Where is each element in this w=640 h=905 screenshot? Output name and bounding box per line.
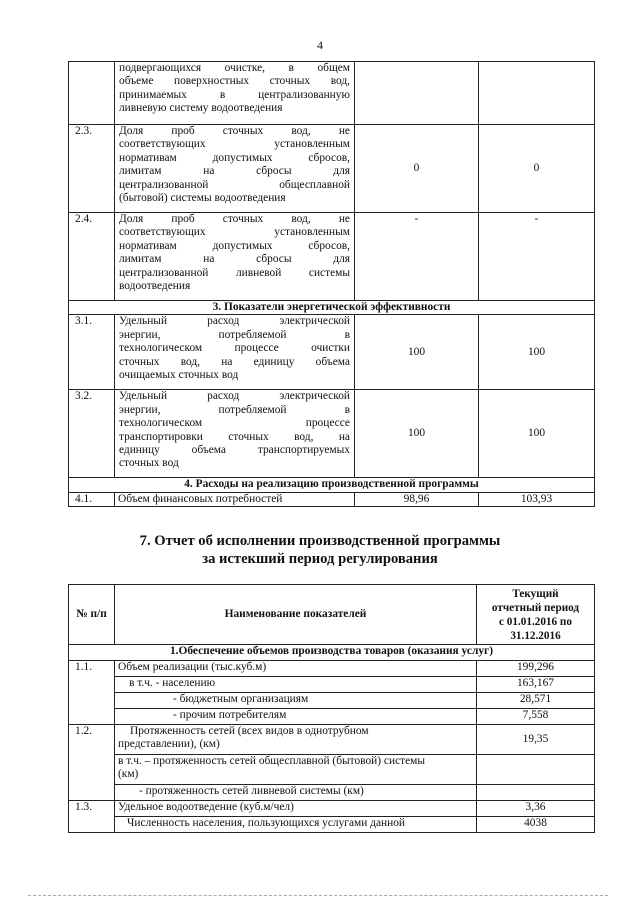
row-number: 4.1. (69, 492, 115, 506)
value-cell: 98,96 (355, 492, 479, 506)
table-row (69, 125, 595, 213)
row-description: Доля проб сточных вод, не соответствующих установленным нормативам допустимых сбросов, лимитам на сбросы для централизованной ливневой системы водоотведения (115, 213, 355, 301)
value-cell: 7,558 (477, 709, 595, 725)
row-name: в т.ч. - населению (115, 677, 477, 693)
value-cell: 100 (355, 390, 479, 478)
row-name: - бюджетным организациям (115, 693, 477, 709)
table-row (69, 817, 595, 833)
row-description: Доля проб сточных вод, не соответствующих установленным нормативам допустимых сбросов, лимитам на сбросы для централизованной общесплавной (бытовой) системы водоотведения (115, 125, 355, 213)
row-description: Объем финансовых потребностей (115, 492, 355, 506)
row-number: 2.3. (69, 125, 115, 213)
section-row (69, 645, 595, 661)
value-cell: 163,167 (477, 677, 595, 693)
row-name: - прочим потребителям (115, 709, 477, 725)
value-cell: 3,36 (477, 801, 595, 817)
table-row (69, 801, 595, 817)
header-row (69, 585, 595, 645)
row-description: Удельный расход электрической энергии, потребляемой в технологическом процессе транспортировки сточных вод, на единицу объема транспортируемых сточных вод (115, 390, 355, 478)
row-number: 1.3. (69, 801, 115, 817)
row-name: Удельное водоотведение (куб.м/чел) (115, 801, 477, 817)
scan-edge-line (28, 895, 608, 897)
table-row (69, 725, 595, 755)
value-cell: 19,35 (477, 725, 595, 755)
row-name: Протяженность сетей (всех видов в однотрубном представлении), (км) (115, 725, 477, 755)
row-number: 1.2. (69, 725, 115, 755)
value-cell: 28,571 (477, 693, 595, 709)
value-cell: 100 (355, 315, 479, 390)
heading-line: 7. Отчет об исполнении производственной программы (139, 533, 501, 549)
value-cell: 0 (479, 125, 595, 213)
value-cell: 103,93 (479, 492, 595, 506)
table-row (69, 677, 595, 693)
row-name: в т.ч. – протяженность сетей общесплавной (бытовой) системы (км) (115, 755, 477, 785)
section-row (69, 301, 595, 315)
value-cell: 0 (355, 125, 479, 213)
value-cell: 199,296 (477, 661, 595, 677)
table-row (69, 755, 595, 785)
row-number: 2.4. (69, 213, 115, 301)
table-row (69, 661, 595, 677)
report-heading (0, 532, 640, 568)
section-title: 1.Обеспечение объемов производства товаров (оказания услуг) (69, 645, 595, 661)
row-name: Объем реализации (тыс.куб.м) (115, 661, 477, 677)
row-number: 3.2. (69, 390, 115, 478)
value-cell: 100 (479, 315, 595, 390)
table-row (69, 315, 595, 390)
value-cell (477, 785, 595, 801)
section-title: 4. Расходы на реализацию производственной программы (69, 478, 595, 492)
row-description: подвергающихся очистке, в общем объеме поверхностных сточных вод, принимаемых в централизованную ливневую систему водоотведения (115, 62, 355, 125)
row-number: 3.1. (69, 315, 115, 390)
header-name: Наименование показателей (115, 585, 477, 645)
table-row (69, 785, 595, 801)
value-cell: - (355, 213, 479, 301)
table-row (69, 62, 595, 125)
row-name: - протяженность сетей ливневой системы (км) (115, 785, 477, 801)
indicators-table (68, 61, 595, 507)
table-row (69, 492, 595, 506)
table-row (69, 213, 595, 301)
row-number: 1.1. (69, 661, 115, 677)
row-description: Удельный расход электрической энергии, потребляемой в технологическом процессе очистки сточных вод, на единицу объема очищаемых сточных вод (115, 315, 355, 390)
value-cell (477, 755, 595, 785)
heading-line: за истекший период регулирования (202, 551, 438, 567)
header-period: Текущий отчетный период с 01.01.2016 по 31.12.2016 (477, 585, 595, 645)
table-row (69, 709, 595, 725)
row-name: Численность населения, пользующихся услугами данной (115, 817, 477, 833)
header-number: № п/п (69, 585, 115, 645)
value-cell: - (479, 213, 595, 301)
table-row (69, 693, 595, 709)
page-number: 4 (317, 38, 323, 52)
value-cell: 100 (479, 390, 595, 478)
section-row (69, 478, 595, 492)
section-title: 3. Показатели энергетической эффективности (69, 301, 595, 315)
value-cell: 4038 (477, 817, 595, 833)
table-row (69, 390, 595, 478)
report-table (68, 584, 595, 833)
